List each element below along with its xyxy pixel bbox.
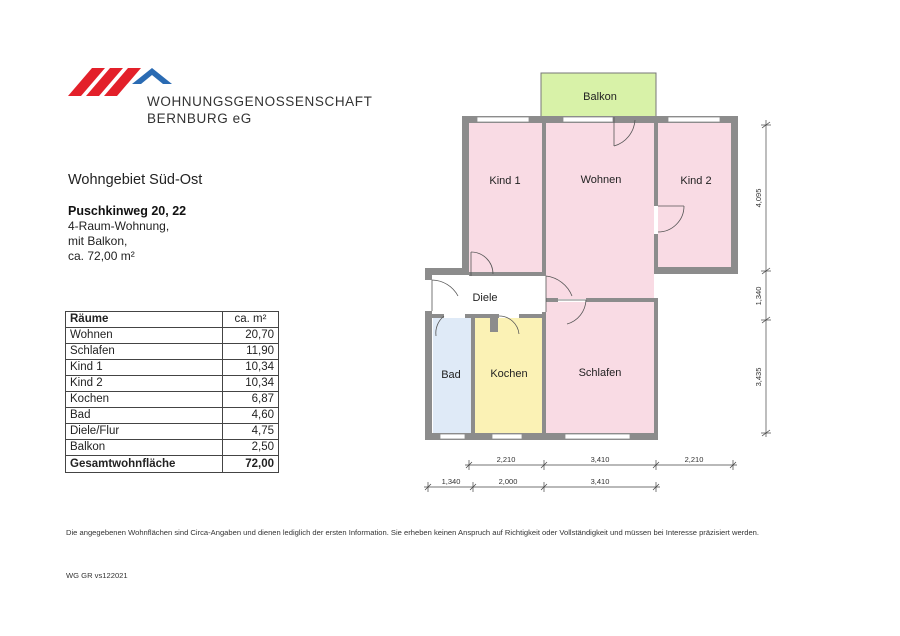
dim-bottom1-c: 2,210	[684, 455, 704, 464]
table-row	[66, 360, 279, 376]
room-area: 4,75	[222, 424, 278, 440]
table-row	[66, 440, 279, 456]
dim-bottom2-b: 2,000	[498, 477, 518, 486]
description-line: mit Balkon,	[68, 234, 128, 248]
address: Puschkinweg 20, 22	[68, 204, 187, 218]
label-diele: Diele	[472, 292, 498, 304]
description-line: ca. 72,00 m²	[68, 249, 135, 263]
room-area: 2,50	[222, 440, 278, 456]
room-area: 11,90	[222, 344, 278, 360]
apartment-description	[68, 219, 169, 264]
kind2-room	[658, 123, 731, 267]
label-kind1: Kind 1	[489, 175, 521, 187]
room-name: Bad	[66, 408, 223, 424]
label-balkon: Balkon	[583, 91, 617, 103]
version-code: WG GR vs122021	[66, 571, 128, 580]
header-room: Räume	[66, 312, 223, 328]
table-total-row	[66, 456, 279, 473]
table-row	[66, 408, 279, 424]
table-row	[66, 392, 279, 408]
label-wohnen: Wohnen	[580, 174, 622, 186]
dim-right-3: 3,435	[754, 367, 763, 387]
table-header-row	[66, 312, 279, 328]
room-name: Kind 1	[66, 360, 223, 376]
company-name-line2: BERNBURG eG	[147, 111, 252, 126]
dim-bottom1-b: 3,410	[590, 455, 610, 464]
table-row	[66, 424, 279, 440]
label-kind2: Kind 2	[680, 175, 712, 187]
room-area: 4,60	[222, 408, 278, 424]
right-dimension	[761, 120, 771, 437]
room-area-table	[65, 311, 279, 473]
label-kochen: Kochen	[490, 368, 528, 380]
total-value: 72,00	[222, 456, 278, 473]
dim-right-1: 4,095	[754, 188, 763, 208]
table-row	[66, 344, 279, 360]
company-name-line1: WOHNUNGSGENOSSENSCHAFT	[147, 94, 373, 109]
room-name: Schlafen	[66, 344, 223, 360]
area-name: Wohngebiet Süd-Ost	[68, 172, 203, 188]
table-row	[66, 376, 279, 392]
dim-right-2: 1,340	[754, 286, 763, 306]
dim-bottom2-c: 3,410	[590, 477, 610, 486]
room-name: Kochen	[66, 392, 223, 408]
dim-bottom1-a: 2,210	[496, 455, 516, 464]
room-area: 10,34	[222, 376, 278, 392]
room-area: 20,70	[222, 328, 278, 344]
room-name: Balkon	[66, 440, 223, 456]
room-name: Kind 2	[66, 376, 223, 392]
company-name	[147, 93, 372, 127]
disclaimer-text: Die angegebenen Wohnflächen sind Circa-Angaben und dienen lediglich der ersten Information. Sie erheben keinen Anspruch auf Richtigkeit oder Vollständigkeit und müssen bei Interesse präzisiert werden.	[66, 528, 760, 537]
wohnen-room	[546, 123, 654, 299]
room-area: 6,87	[222, 392, 278, 408]
room-name: Diele/Flur	[66, 424, 223, 440]
kind1-room	[469, 123, 542, 273]
header-area: ca. m²	[222, 312, 278, 328]
total-label: Gesamtwohnfläche	[66, 456, 223, 473]
description-line: 4-Raum-Wohnung,	[68, 219, 170, 233]
floor-plan	[400, 60, 763, 500]
room-name: Wohnen	[66, 328, 223, 344]
table-row	[66, 328, 279, 344]
label-bad: Bad	[441, 369, 461, 381]
label-schlafen: Schlafen	[578, 367, 622, 379]
dim-bottom2-a: 1,340	[441, 477, 461, 486]
room-area: 10,34	[222, 360, 278, 376]
